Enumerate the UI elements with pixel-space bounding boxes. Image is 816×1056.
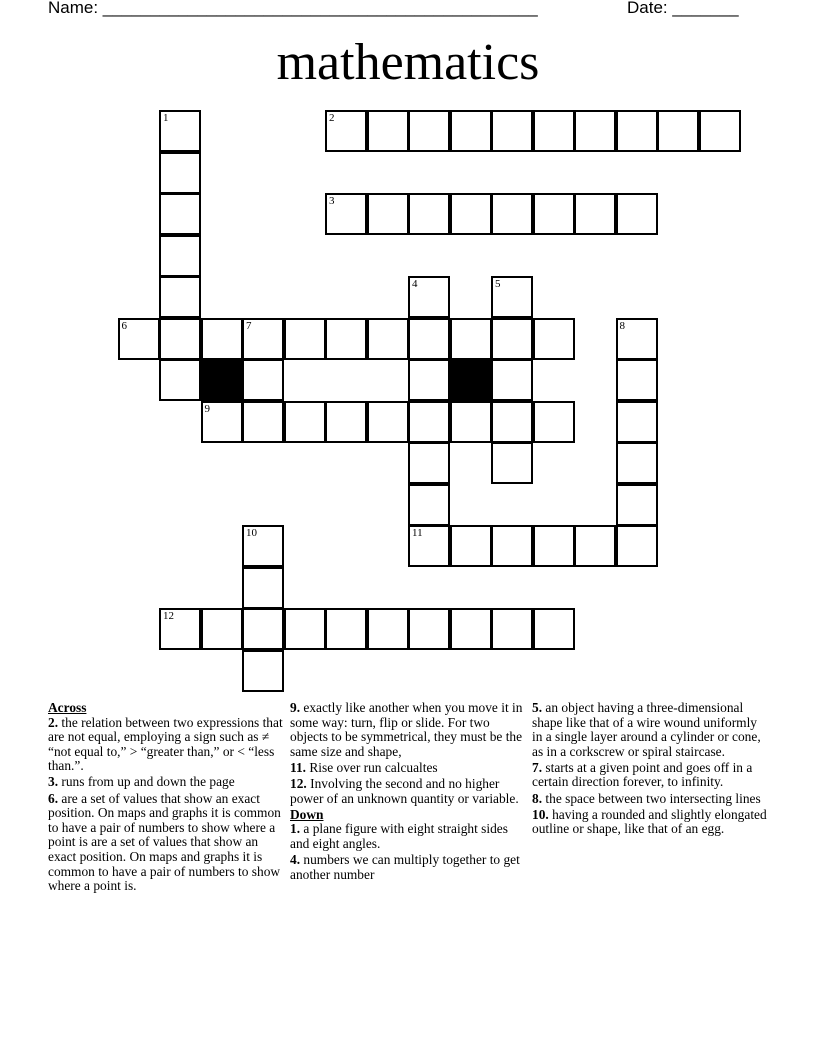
cell-number: 11 [412, 527, 423, 539]
down-heading: Down [290, 806, 324, 822]
grid-cell[interactable] [491, 442, 533, 484]
clue-text: numbers we can multiply together to get another number [290, 851, 520, 882]
grid-cell[interactable] [491, 110, 533, 152]
cell-number: 1 [163, 112, 169, 124]
clue-down-10 [532, 808, 770, 837]
grid-cell[interactable] [616, 442, 658, 484]
grid-cell[interactable] [616, 318, 658, 360]
grid-cell[interactable] [367, 401, 409, 443]
grid-cell[interactable] [450, 318, 492, 360]
cell-number: 8 [619, 319, 625, 332]
black-square [450, 359, 492, 401]
clue-text: an object having a three-dimensional shape like that of a wire wound uniformly in a single layer around a cylinder or cone, as in a corkscrew or spiral staircase. [532, 700, 761, 759]
grid-cell[interactable] [491, 608, 533, 650]
clue-number: 9. [290, 700, 301, 715]
grid-cell[interactable] [574, 525, 616, 567]
grid-cell[interactable] [159, 608, 201, 650]
date-field-label: Date: _______ [627, 0, 739, 17]
grid-cell[interactable] [491, 401, 533, 443]
cell-number: 12 [163, 610, 174, 622]
grid-cell[interactable] [159, 152, 201, 194]
grid-cell[interactable] [325, 608, 367, 650]
grid-cell[interactable] [408, 276, 450, 318]
clue-text: a plane figure with eight straight sides and eight angles. [290, 821, 508, 851]
clue-number: 5. [532, 700, 543, 715]
cell-number: 7 [246, 319, 252, 332]
grid-cell[interactable] [159, 193, 201, 235]
grid-cell[interactable] [408, 401, 450, 443]
grid-cell[interactable] [201, 401, 243, 443]
clue-number: 3. [48, 774, 59, 790]
grid-cell[interactable] [408, 110, 450, 152]
grid-cell[interactable] [118, 318, 160, 360]
clue-text: the relation between two expressions that are not equal, employing a sign such as ≠ “not equal to,” > “greater than,” or < “less than.”. [48, 714, 283, 774]
grid-cell[interactable] [284, 608, 326, 650]
clue-column-1 [48, 701, 284, 895]
grid-cell[interactable] [450, 608, 492, 650]
grid-cell[interactable] [533, 318, 575, 360]
grid-cell[interactable] [616, 359, 658, 401]
grid-cell[interactable] [408, 318, 450, 360]
grid-cell[interactable] [450, 525, 492, 567]
grid-cell[interactable] [408, 525, 450, 567]
clue-across-6 [48, 792, 284, 894]
clue-down-4 [290, 853, 526, 882]
clue-text: the space between two intersecting lines [545, 790, 761, 806]
grid-cell[interactable] [491, 359, 533, 401]
grid-cell[interactable] [367, 608, 409, 650]
grid-cell[interactable] [242, 525, 284, 567]
grid-cell[interactable] [616, 193, 658, 235]
grid-cell[interactable] [325, 193, 367, 235]
grid-cell[interactable] [242, 359, 284, 401]
grid-cell[interactable] [533, 110, 575, 152]
clue-across-11 [290, 761, 526, 776]
cell-number: 3 [329, 195, 335, 207]
grid-cell[interactable] [450, 193, 492, 235]
black-square [201, 359, 243, 401]
grid-cell[interactable] [408, 442, 450, 484]
grid-cell[interactable] [408, 193, 450, 235]
clue-across-2 [48, 716, 284, 774]
grid-cell[interactable] [325, 110, 367, 152]
clue-number: 2. [48, 714, 59, 730]
grid-cell[interactable] [242, 318, 284, 360]
clue-number: 8. [532, 790, 543, 806]
grid-cell[interactable] [159, 359, 201, 401]
clue-number: 7. [532, 759, 543, 775]
grid-cell[interactable] [367, 318, 409, 360]
grid-cell[interactable] [159, 235, 201, 277]
grid-cell[interactable] [201, 608, 243, 650]
grid-cell[interactable] [450, 110, 492, 152]
grid-cell[interactable] [242, 401, 284, 443]
grid-cell[interactable] [408, 608, 450, 650]
grid-cell[interactable] [616, 110, 658, 152]
clue-number: 6. [48, 790, 59, 806]
grid-cell[interactable] [491, 318, 533, 360]
grid-cell[interactable] [408, 484, 450, 526]
grid-cell[interactable] [284, 401, 326, 443]
clue-down-1 [290, 822, 526, 851]
grid-cell[interactable] [325, 401, 367, 443]
cell-number: 10 [246, 527, 257, 539]
clue-number: 12. [290, 775, 307, 791]
grid-cell[interactable] [533, 608, 575, 650]
clue-number: 10. [532, 806, 549, 822]
grid-cell[interactable] [159, 318, 201, 360]
grid-cell[interactable] [699, 110, 741, 152]
grid-cell[interactable] [159, 110, 201, 152]
grid-cell[interactable] [367, 193, 409, 235]
grid-cell[interactable] [367, 110, 409, 152]
grid-cell[interactable] [450, 401, 492, 443]
clue-down-5 [532, 701, 770, 759]
grid-cell[interactable] [574, 110, 616, 152]
clue-across-9 [290, 701, 526, 759]
cell-number: 2 [329, 112, 335, 124]
clue-text: are a set of values that show an exact position. On maps and graphs it is common to have a pair of numbers to show where a point is are a set of values that show an exact position. On maps and graphs it is common to have a pair of numbers to show where a point is. [48, 790, 281, 894]
clue-column-3 [532, 701, 770, 838]
grid-cell[interactable] [616, 401, 658, 443]
clue-down-7 [532, 761, 770, 790]
clue-number: 4. [290, 851, 301, 867]
grid-cell[interactable] [242, 567, 284, 609]
grid-cell[interactable] [242, 650, 284, 692]
clue-text: having a rounded and slightly elongated outline or shape, like that of an egg. [532, 806, 767, 837]
grid-cell[interactable] [242, 608, 284, 650]
clue-text: exactly like another when you move it in some way: turn, flip or slide. For two objects to be symmetrical, they must be the same size and shape, [290, 700, 523, 759]
clue-text: Involving the second and no higher power of an unknown quantity or variable. [290, 775, 519, 806]
grid-cell[interactable] [491, 276, 533, 318]
grid-cell[interactable] [201, 318, 243, 360]
across-heading: Across [48, 700, 87, 715]
clue-text: Rise over run calcualtes [309, 759, 438, 775]
grid-cell[interactable] [491, 193, 533, 235]
grid-cell[interactable] [159, 276, 201, 318]
grid-cell[interactable] [616, 525, 658, 567]
clue-across-3 [48, 775, 284, 790]
grid-cell[interactable] [284, 318, 326, 360]
grid-cell[interactable] [533, 401, 575, 443]
grid-cell[interactable] [533, 193, 575, 235]
grid-cell[interactable] [325, 318, 367, 360]
clue-across-12 [290, 777, 526, 806]
name-field-label: Name: ______________________________________________ [48, 0, 538, 17]
clue-number: 1. [290, 821, 301, 837]
clue-down-8 [532, 792, 770, 807]
grid-cell[interactable] [657, 110, 699, 152]
cell-number: 4 [412, 278, 418, 290]
clue-text: runs from up and down the page [61, 774, 235, 790]
grid-cell[interactable] [491, 525, 533, 567]
clue-column-2 [290, 701, 526, 884]
clue-number: 11. [290, 759, 306, 775]
grid-cell[interactable] [574, 193, 616, 235]
grid-cell[interactable] [533, 525, 575, 567]
cell-number: 9 [204, 402, 210, 415]
cell-number: 5 [495, 278, 501, 290]
puzzle-title: mathematics [276, 34, 540, 91]
grid-cell[interactable] [616, 484, 658, 526]
cell-number: 6 [121, 319, 127, 332]
clue-text: starts at a given point and goes off in a certain direction forever, to infinity. [532, 759, 753, 790]
grid-cell[interactable] [408, 359, 450, 401]
